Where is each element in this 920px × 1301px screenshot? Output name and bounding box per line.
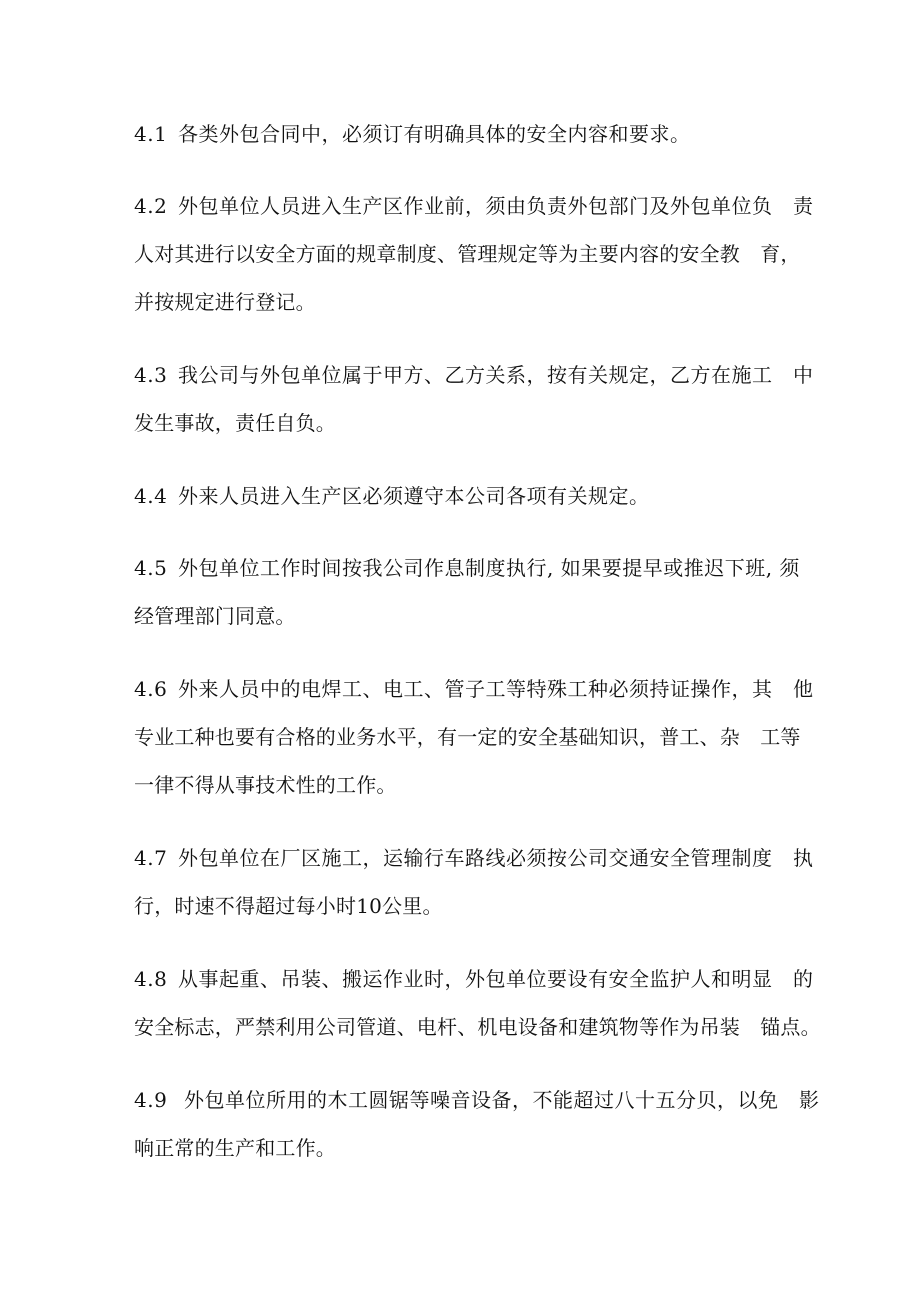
clause-4-4-line-1 — [134, 478, 814, 514]
clause-text: 外包单位所用的木工圆锯等噪音设备，不能超过八十五分贝，以免 影 — [184, 1088, 820, 1112]
clause-4-9-line-1 — [134, 1082, 820, 1118]
clause-number: 4.4 — [134, 484, 168, 508]
clause-text: 经管理部门同意。 — [134, 604, 296, 628]
clause-text: 响正常的生产和工作。 — [134, 1136, 336, 1160]
clause-4-8-line-1 — [134, 961, 814, 997]
clause-text: 专业工种也要有合格的业务水平，有一定的安全基础知识，普工、杂 工等 — [134, 725, 801, 749]
clause-text: 外包单位在厂区施工，运输行车路线必须按公司交通安全管理制度 执 — [178, 846, 814, 870]
clause-number: 4.1 — [134, 122, 168, 146]
clause-4-2-line-1 — [134, 188, 814, 224]
clause-4-2-line-2 — [134, 236, 814, 272]
clause-4-6-line-2 — [134, 719, 814, 755]
clause-number: 4.2 — [134, 194, 168, 218]
clause-number: 4.9 — [134, 1088, 168, 1112]
clause-number: 4.5 — [134, 556, 168, 580]
clause-text: 发生事故，责任自负。 — [134, 411, 336, 435]
clause-4-5-line-1 — [134, 550, 814, 586]
clause-number: 4.8 — [134, 967, 168, 991]
clause-text: 外包单位工作时间按我公司作息制度执行, 如果要提早或推迟下班, 须 — [178, 556, 800, 580]
clause-4-7-line-2 — [134, 888, 814, 924]
clause-4-1-line-1 — [134, 116, 814, 152]
clause-text: 安全标志，严禁利用公司管道、电杆、机电设备和建筑物等作为吊装 锚点。 — [134, 1015, 821, 1039]
clause-4-2-line-3 — [134, 284, 814, 320]
clause-4-3-line-2 — [134, 405, 814, 441]
clause-number: 4.3 — [134, 363, 168, 387]
clause-4-8-line-2 — [134, 1009, 821, 1045]
clause-4-3-line-1 — [134, 357, 814, 393]
clause-text: 从事起重、吊装、搬运作业时，外包单位要设有安全监护人和明显 的 — [178, 967, 814, 991]
clause-text: 我公司与外包单位属于甲方、乙方关系，按有关规定，乙方在施工 中 — [178, 363, 814, 387]
clause-text: 外来人员进入生产区必须遵守本公司各项有关规定。 — [178, 484, 650, 508]
clause-text: 并按规定进行登记。 — [134, 290, 316, 314]
clause-number: 4.6 — [134, 677, 168, 701]
clause-4-6-line-3 — [134, 767, 814, 803]
clause-text: 外包单位人员进入生产区作业前，须由负责外包部门及外包单位负 责 — [178, 194, 814, 218]
clause-text: 行，时速不得超过每小时10公里。 — [134, 894, 443, 918]
clause-text: 各类外包合同中，必须订有明确具体的安全内容和要求。 — [178, 122, 691, 146]
clause-text: 外来人员中的电焊工、电工、管子工等特殊工种必须持证操作，其 他 — [178, 677, 814, 701]
clause-text: 一律不得从事技术性的工作。 — [134, 773, 397, 797]
clause-4-5-line-2 — [134, 598, 814, 634]
clause-4-7-line-1 — [134, 840, 814, 876]
clause-text: 人对其进行以安全方面的规章制度、管理规定等为主要内容的安全教 育， — [134, 242, 801, 266]
clause-4-6-line-1 — [134, 671, 814, 707]
clause-4-9-line-2 — [134, 1130, 814, 1166]
clause-number: 4.7 — [134, 846, 168, 870]
